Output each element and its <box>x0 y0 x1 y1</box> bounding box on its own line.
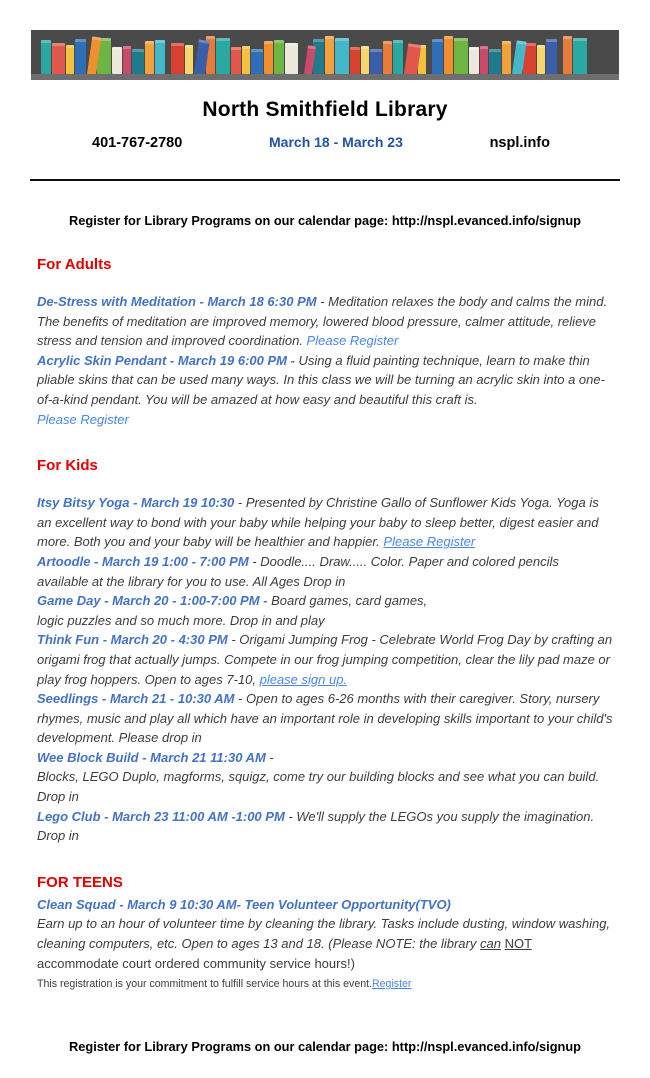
book-spine <box>361 46 369 74</box>
event-separator: - <box>234 495 246 511</box>
section-for-kids <box>0 457 650 846</box>
book-spine <box>444 36 453 74</box>
book-spine <box>155 40 165 74</box>
section-for-adults <box>0 256 650 429</box>
please-register-link[interactable]: Please Register <box>37 411 129 427</box>
event-separator: - <box>248 553 261 569</box>
page-title: North Smithfield Library <box>202 98 448 121</box>
event-title: Lego Club - March 23 11:00 AM -1:00 PM <box>37 808 285 824</box>
book-spine <box>216 38 230 74</box>
event-game-day <box>37 591 613 630</box>
event-separator: - <box>284 808 297 824</box>
underlined-not: NOT <box>504 936 532 952</box>
register-line-top: Register for Library Programs on our calendar page: http://nspl.evanced.info/signup <box>69 213 581 228</box>
book-spine <box>537 45 545 74</box>
event-description-line1: Board games, card games, <box>271 593 428 609</box>
event-title: Itsy Bitsy Yoga - March 19 10:30 <box>37 495 235 511</box>
please-register-link[interactable]: Please Register <box>306 333 399 349</box>
bookshelf-banner <box>31 30 619 80</box>
book-spine <box>242 46 250 74</box>
event-destress-meditation <box>37 292 613 351</box>
phone-number: 401-767-2780 <box>92 135 183 151</box>
book-spine <box>231 47 241 74</box>
event-description: Open to ages 6-26 months with their caregiver. Story, nursery rhymes, music and play all which have an important role in developing skills important to your child's development. Please drop in <box>37 691 613 746</box>
book-spine <box>52 43 65 74</box>
shelf <box>31 74 619 80</box>
event-itsy-bitsy-yoga <box>37 493 613 552</box>
event-think-fun <box>37 630 613 689</box>
book-spine <box>66 45 74 74</box>
event-description-cont: accommodate court ordered community service hours!) <box>37 955 355 971</box>
event-description: Origami Jumping Frog - Celebrate World Frog Day by crafting an origami frog that actually jumps. Compete in our frog jumping competition, clear the lily pad maze or play frog hoppers. Open to ages 7-10, <box>37 632 613 687</box>
event-artoodle <box>37 552 613 591</box>
book-spine <box>469 47 479 74</box>
event-title: De-Stress with Meditation - March 18 6:30 PM <box>37 294 317 309</box>
event-separator: - <box>265 749 274 765</box>
book-spine <box>171 43 184 74</box>
book-spine <box>123 46 131 74</box>
event-description: We'll supply the LEGOs you supply the imagination. Drop in <box>37 808 595 844</box>
book-spine <box>489 49 501 74</box>
book-spine <box>274 40 284 74</box>
book-spine <box>502 41 511 74</box>
please-register-link[interactable]: Please Register <box>383 534 476 550</box>
book-spine <box>313 39 324 74</box>
event-title: Game Day - March 20 - 1:00-7:00 PM - <box>37 593 272 609</box>
event-separator: - <box>316 294 329 309</box>
book-spine <box>325 36 334 74</box>
register-line-bottom: Register for Library Programs on our calendar page: http://nspl.evanced.info/signup <box>69 1038 581 1054</box>
please-sign-up-link[interactable]: please sign up. <box>259 671 348 687</box>
event-title: Acrylic Skin Pendant - March 19 6:00 PM - <box>37 352 299 368</box>
underlined-can: can <box>479 936 501 952</box>
event-description: Earn up to an hour of volunteer time by cleaning the library. Tasks include dusting, window washing, cleaning computers, etc. Open to ages 13 and 18. (Please NOTE: the library <box>37 916 611 952</box>
event-separator: - <box>234 691 247 707</box>
book-spine <box>573 38 587 74</box>
event-description: Presented by Christine Gallo of Sunflower Kids Yoga. Yoga is an excellent way to bond with your baby while helping your baby to sleep better, digest easier and more. Both you and your baby will be healthier and happier. <box>37 495 599 550</box>
event-title: Think Fun - March 20 - 4:30 PM <box>37 632 228 648</box>
registration-note: This registration is your commitment to fulfill service hours at this event. <box>37 978 373 991</box>
header-info-row <box>0 134 650 151</box>
book-spine <box>350 47 360 74</box>
book-spine <box>383 41 392 74</box>
book-spine <box>454 38 468 74</box>
book-spine <box>185 45 193 74</box>
book-spine <box>264 41 273 74</box>
book-spine <box>335 38 349 74</box>
heading-for-adults: For Adults <box>37 256 112 273</box>
register-link[interactable]: Register <box>372 978 412 991</box>
book-spine <box>393 40 403 74</box>
date-range: March 18 - March 23 <box>269 134 403 150</box>
event-lego-club <box>37 807 613 846</box>
event-clean-squad <box>37 895 613 995</box>
book-spine <box>432 39 443 74</box>
event-separator: - <box>227 632 240 648</box>
book-spine <box>546 39 557 74</box>
book-spine <box>145 41 154 74</box>
event-description: Using a fluid painting technique, learn to make thin pliable skins that can be used many ways. In this class we will be turning an acrylic skin into a one-of-a-kind pendant. You will be amazed at how easy and beautiful this craft is. <box>37 352 605 407</box>
event-description-line2: logic puzzles and so much more. Drop in and play <box>37 612 325 628</box>
website-text: nspl.info <box>489 135 550 151</box>
event-title: Clean Squad - March 9 10:30 AM- Teen Volunteer Opportunity(TVO) <box>37 896 451 912</box>
event-title: Artoodle - March 19 1:00 - 7:00 PM <box>37 553 249 569</box>
book-spine <box>75 39 86 74</box>
event-acrylic-skin-pendant <box>37 351 613 429</box>
event-title: Seedlings - March 21 - 10:30 AM <box>37 691 235 707</box>
heading-for-teens: FOR TEENS <box>37 873 123 891</box>
event-wee-block-build <box>37 748 613 807</box>
book-spine <box>112 47 122 74</box>
book-spine <box>370 49 382 74</box>
section-for-teens <box>0 874 650 995</box>
header-divider <box>30 179 620 181</box>
book-spine <box>41 40 51 74</box>
event-description: Blocks, LEGO Duplo, magforms, squigz, come try our building blocks and see what you can build. Drop in <box>37 769 600 805</box>
event-seedlings <box>37 689 613 748</box>
event-title: Wee Block Build - March 21 11:30 AM <box>37 749 266 765</box>
event-description: Meditation relaxes the body and calms the mind. The benefits of meditation are improved memory, lowered blood pressure, calmer attitude, relieve stress and tension and improved coordination. <box>37 294 608 349</box>
book-spine <box>132 49 144 74</box>
book-row <box>36 30 614 74</box>
event-description: Doodle.... Draw..... Color. Paper and colored pencils available at the library for you to use. All Ages Drop in <box>37 553 559 589</box>
book-spine <box>251 49 263 74</box>
book-spine <box>480 46 488 74</box>
book-spine <box>563 36 572 74</box>
heading-for-kids: For Kids <box>37 457 98 475</box>
book-spine <box>285 43 298 74</box>
